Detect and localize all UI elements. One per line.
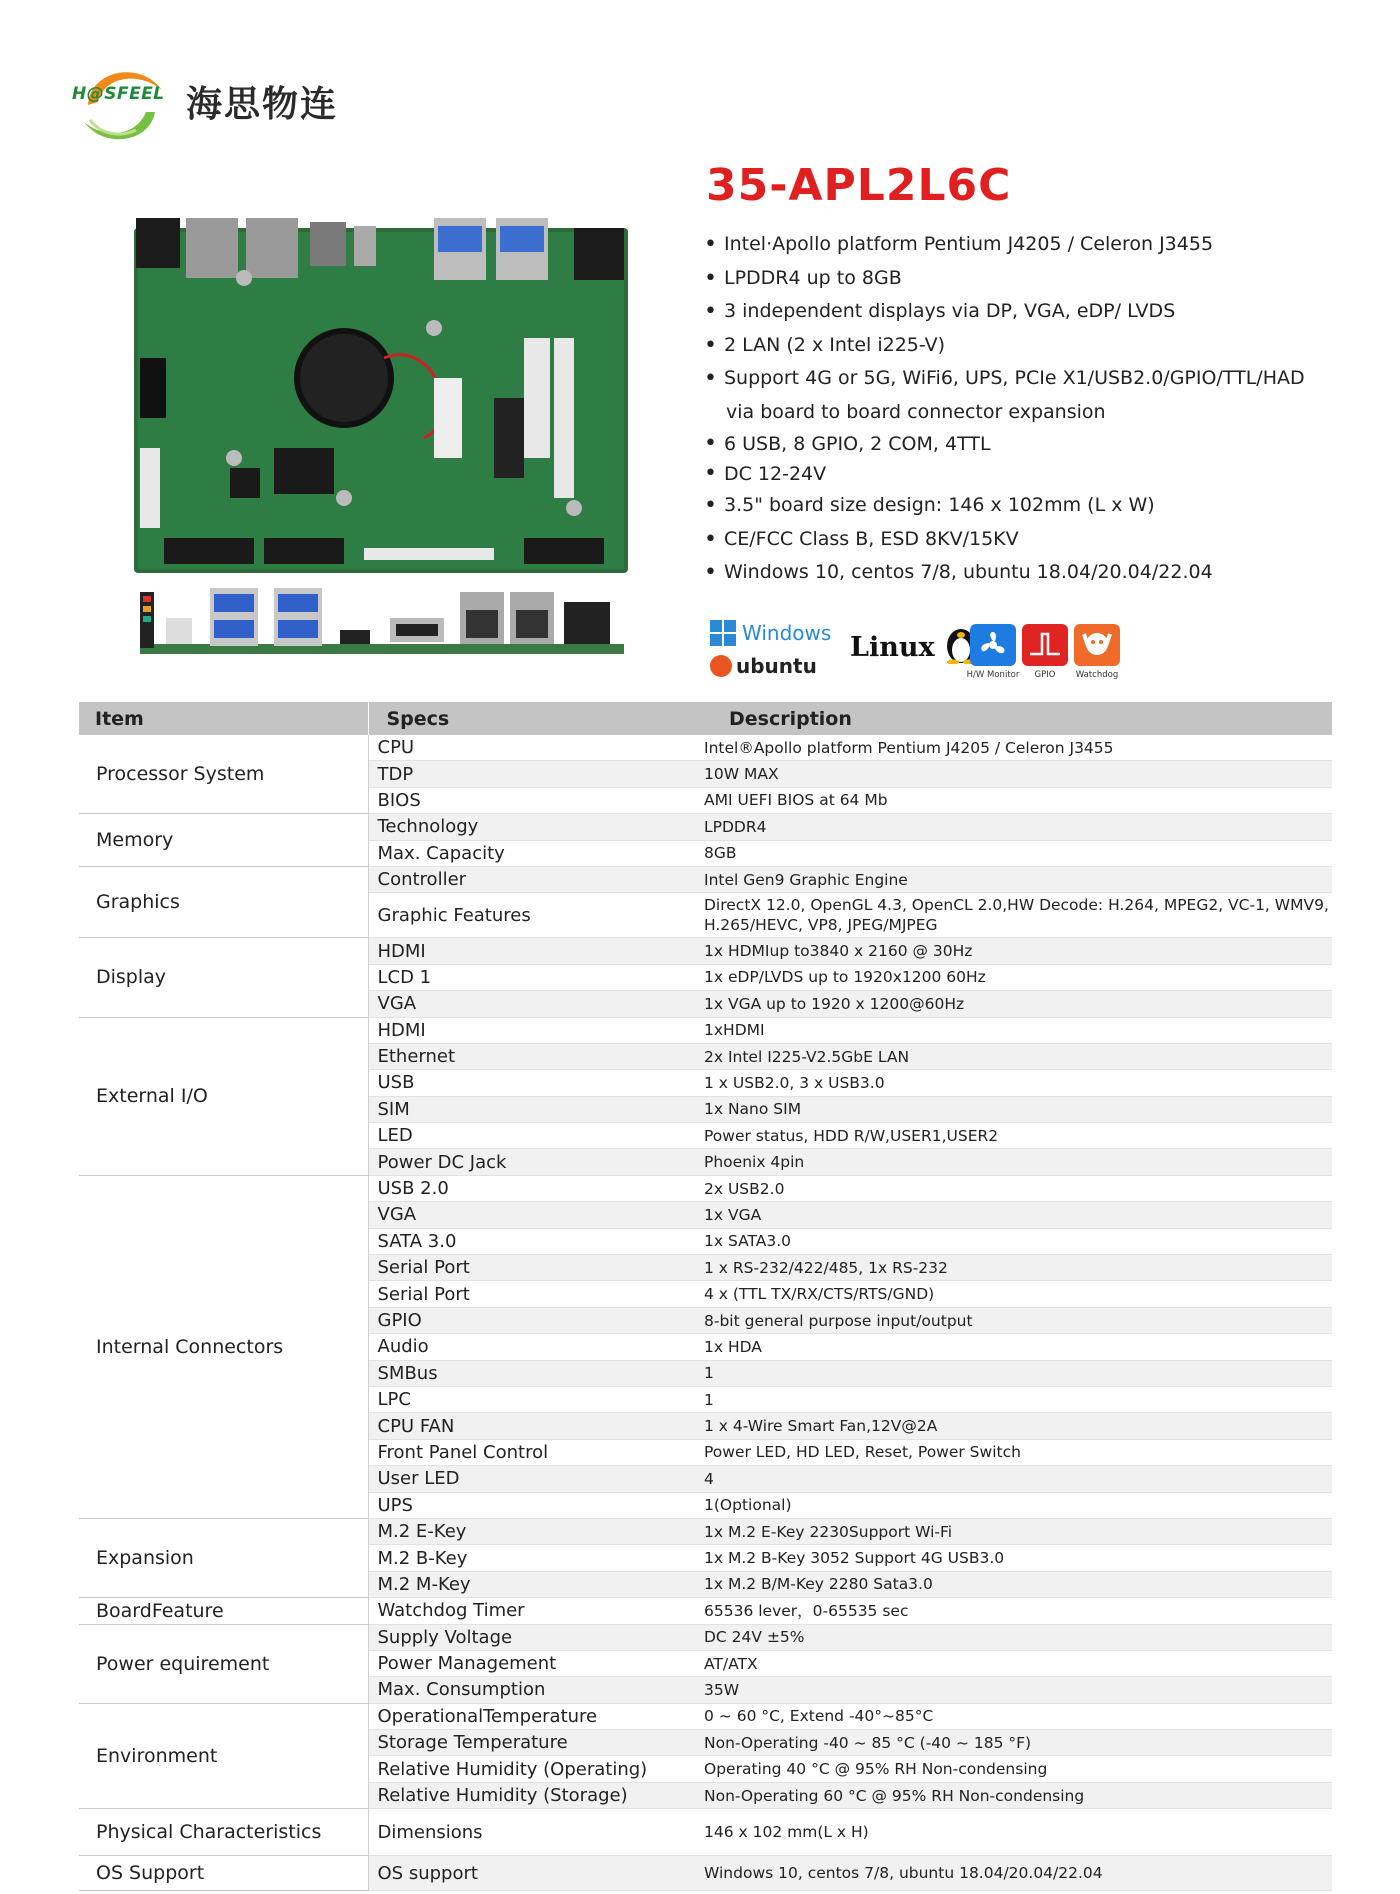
spec-description: Non-Operating -40 ~ 85 °C (-40 ~ 185 °F) xyxy=(704,1730,1332,1756)
spec-description: 2x Intel I225-V2.5GbE LAN xyxy=(704,1043,1332,1069)
gpio-icon xyxy=(1022,624,1068,666)
feature-list xyxy=(704,228,1344,590)
spec-name: VGA xyxy=(368,991,704,1017)
spec-description: Windows 10, centos 7/8, ubuntu 18.04/20.04/22.04 xyxy=(704,1856,1332,1891)
board-image xyxy=(134,218,628,573)
watchdog-icon xyxy=(1074,624,1120,666)
spec-description: 1xHDMI xyxy=(704,1017,1332,1043)
group-item-label: BoardFeature xyxy=(79,1598,368,1624)
icon-caption: Watchdog xyxy=(1075,670,1119,680)
spec-description: DC 24V ±5% xyxy=(704,1624,1332,1650)
spec-name: Technology xyxy=(368,814,704,840)
spec-table xyxy=(79,702,1332,1891)
table-row xyxy=(79,1624,1332,1650)
spec-description: 1 xyxy=(704,1386,1332,1412)
icon-caption: H/W Monitor xyxy=(966,670,1020,680)
spec-name: LED xyxy=(368,1123,704,1149)
spec-name: GPIO xyxy=(368,1307,704,1333)
spec-description: Power status, HDD R/W,USER1,USER2 xyxy=(704,1123,1332,1149)
feature-item: • 3 independent displays via DP, VGA, eDP/ LVDS xyxy=(704,295,1344,329)
ubuntu-logo: ubuntu xyxy=(710,654,817,678)
spec-description: 1x Nano SIM xyxy=(704,1096,1332,1122)
feature-item: • LPDDR4 up to 8GB xyxy=(704,262,1344,296)
spec-name: Dimensions xyxy=(368,1809,704,1856)
spec-description: 146 x 102 mm(L x H) xyxy=(704,1809,1332,1856)
spec-name: Relative Humidity (Storage) xyxy=(368,1782,704,1808)
group-item-label: Display xyxy=(79,938,368,1017)
spec-name: Max. Consumption xyxy=(368,1677,704,1703)
spec-name: Relative Humidity (Operating) xyxy=(368,1756,704,1782)
spec-name: LCD 1 xyxy=(368,964,704,990)
group-item-label: Internal Connectors xyxy=(79,1175,368,1518)
table-header-row xyxy=(79,702,1332,735)
table-row xyxy=(79,1598,1332,1624)
feature-item: • 2 LAN (2 x Intel i225-V) xyxy=(704,329,1344,363)
spec-name: CPU xyxy=(368,735,704,761)
spec-name: HDMI xyxy=(368,938,704,964)
spec-description: 2x USB2.0 xyxy=(704,1175,1332,1201)
feature-item: • 6 USB, 8 GPIO, 2 COM, 4TTL xyxy=(704,429,1344,459)
spec-name: M.2 E-Key xyxy=(368,1518,704,1544)
fan-monitor-icon xyxy=(970,624,1016,666)
feature-item: • Support 4G or 5G, WiFi6, UPS, PCIe X1/USB2.0/GPIO/TTL/HAD via board to board connector expansion xyxy=(704,362,1344,429)
spec-name: Max. Capacity xyxy=(368,840,704,866)
spec-description: 1 xyxy=(704,1360,1332,1386)
spec-description: 1x HDMIup to3840 x 2160 @ 30Hz xyxy=(704,938,1332,964)
table-row xyxy=(79,1856,1332,1891)
spec-name: Audio xyxy=(368,1334,704,1360)
spec-description: Intel Gen9 Graphic Engine xyxy=(704,866,1332,892)
table-row xyxy=(79,866,1332,892)
table-row xyxy=(79,735,1332,761)
spec-description: 8GB xyxy=(704,840,1332,866)
windows-logo: Windows xyxy=(710,620,831,646)
spec-name: Graphic Features xyxy=(368,893,704,938)
spec-description: 1x M.2 E-Key 2230Support Wi-Fi xyxy=(704,1518,1332,1544)
group-item-label: Power equirement xyxy=(79,1624,368,1703)
group-item-label: Physical Characteristics xyxy=(79,1809,368,1856)
header-description: Description xyxy=(704,702,1332,735)
spec-description: Power LED, HD LED, Reset, Power Switch xyxy=(704,1439,1332,1465)
group-item-label: Graphics xyxy=(79,866,368,937)
spec-name: TDP xyxy=(368,761,704,787)
spec-description: 4 x (TTL TX/RX/CTS/RTS/GND) xyxy=(704,1281,1332,1307)
group-item-label: Environment xyxy=(79,1703,368,1809)
spec-name: Watchdog Timer xyxy=(368,1598,704,1624)
spec-name: SIM xyxy=(368,1096,704,1122)
spec-name: USB xyxy=(368,1070,704,1096)
table-row xyxy=(79,814,1332,840)
feature-item: • CE/FCC Class B, ESD 8KV/15KV xyxy=(704,523,1344,557)
spec-description: 0 ~ 60 °C, Extend -40°~85°C xyxy=(704,1703,1332,1729)
table-row xyxy=(79,938,1332,964)
header-item: Item xyxy=(79,702,368,735)
feature-continuation: via board to board connector expansion xyxy=(726,400,1106,423)
group-item-label: Processor System xyxy=(79,735,368,814)
spec-name: M.2 M-Key xyxy=(368,1571,704,1597)
spec-description: Intel®Apollo platform Pentium J4205 / Celeron J3455 xyxy=(704,735,1332,761)
spec-description: 1 x 4-Wire Smart Fan,12V@2A xyxy=(704,1413,1332,1439)
spec-description: 35W xyxy=(704,1677,1332,1703)
spec-table-body xyxy=(79,735,1332,1891)
spec-description: 1(Optional) xyxy=(704,1492,1332,1518)
spec-name: SMBus xyxy=(368,1360,704,1386)
table-row xyxy=(79,1703,1332,1729)
spec-name: Front Panel Control xyxy=(368,1439,704,1465)
spec-description: 1x HDA xyxy=(704,1334,1332,1360)
group-item-label: Memory xyxy=(79,814,368,867)
spec-name: Power Management xyxy=(368,1650,704,1676)
spec-name: OS support xyxy=(368,1856,704,1891)
spec-description: 4 xyxy=(704,1466,1332,1492)
spec-name: BIOS xyxy=(368,787,704,813)
spec-name: Serial Port xyxy=(368,1281,704,1307)
windows-icon xyxy=(710,620,736,646)
spec-description: 1x SATA3.0 xyxy=(704,1228,1332,1254)
spec-name: USB 2.0 xyxy=(368,1175,704,1201)
spec-name: CPU FAN xyxy=(368,1413,704,1439)
linux-logo: Linux xyxy=(850,622,978,664)
spec-description: 1x VGA xyxy=(704,1202,1332,1228)
brand-name-cn: 海思物连 xyxy=(186,84,339,125)
spec-name: M.2 B-Key xyxy=(368,1545,704,1571)
spec-description: 1 x USB2.0, 3 x USB3.0 xyxy=(704,1070,1332,1096)
spec-name: SATA 3.0 xyxy=(368,1228,704,1254)
spec-description: Phoenix 4pin xyxy=(704,1149,1332,1175)
product-model-title: 35-APL2L6C xyxy=(706,160,1012,211)
spec-name: Controller xyxy=(368,866,704,892)
spec-description: 65536 lever，0-65535 sec xyxy=(704,1598,1332,1624)
table-row xyxy=(79,1518,1332,1544)
spec-name: LPC xyxy=(368,1386,704,1412)
feature-item: • Windows 10, centos 7/8, ubuntu 18.04/20.04/22.04 xyxy=(704,556,1344,590)
spec-name: UPS xyxy=(368,1492,704,1518)
table-row xyxy=(79,1175,1332,1201)
brand-name-en: H@SFEEL xyxy=(72,84,165,104)
ubuntu-icon xyxy=(710,655,732,677)
spec-description: 1x VGA up to 1920 x 1200@60Hz xyxy=(704,991,1332,1017)
header-specs: Specs xyxy=(368,702,704,735)
spec-description: 1x eDP/LVDS up to 1920x1200 60Hz xyxy=(704,964,1332,990)
table-row xyxy=(79,1017,1332,1043)
spec-name: Serial Port xyxy=(368,1255,704,1281)
feature-item: • DC 12-24V xyxy=(704,459,1344,489)
spec-description: Operating 40 °C @ 95% RH Non-condensing xyxy=(704,1756,1332,1782)
spec-name: HDMI xyxy=(368,1017,704,1043)
spec-description: 10W MAX xyxy=(704,761,1332,787)
feature-item: • 3.5" board size design: 146 x 102mm (L x W) xyxy=(704,489,1344,523)
spec-description: Non-Operating 60 °C @ 95% RH Non-condensing xyxy=(704,1782,1332,1808)
spec-name: Storage Temperature xyxy=(368,1730,704,1756)
group-item-label: OS Support xyxy=(79,1856,368,1891)
group-item-label: External I/O xyxy=(79,1017,368,1175)
spec-description: AT/ATX xyxy=(704,1650,1332,1676)
spec-name: OperationalTemperature xyxy=(368,1703,704,1729)
rear-io-image xyxy=(140,588,624,666)
spec-name: Power DC Jack xyxy=(368,1149,704,1175)
spec-name: Supply Voltage xyxy=(368,1624,704,1650)
brand-logo xyxy=(70,50,340,150)
icon-caption: GPIO xyxy=(1034,670,1056,680)
spec-description: LPDDR4 xyxy=(704,814,1332,840)
group-item-label: Expansion xyxy=(79,1518,368,1597)
spec-description: 1 x RS-232/422/485, 1x RS-232 xyxy=(704,1255,1332,1281)
spec-name: VGA xyxy=(368,1202,704,1228)
spec-name: Ethernet xyxy=(368,1043,704,1069)
spec-description: 8-bit general purpose input/output xyxy=(704,1307,1332,1333)
os-logo-strip xyxy=(710,618,1150,688)
spec-description: 1x M.2 B/M-Key 2280 Sata3.0 xyxy=(704,1571,1332,1597)
spec-description: AMI UEFI BIOS at 64 Mb xyxy=(704,787,1332,813)
spec-description: DirectX 12.0, OpenGL 4.3, OpenCL 2.0,HW Decode: H.264, MPEG2, VC-1, WMV9, H.265/HEVC, VP8, JPEG/MJPEG xyxy=(704,893,1332,938)
spec-name: User LED xyxy=(368,1466,704,1492)
spec-description: 1x M.2 B-Key 3052 Support 4G USB3.0 xyxy=(704,1545,1332,1571)
feature-item: • Intel·Apollo platform Pentium J4205 / Celeron J3455 xyxy=(704,228,1344,262)
table-row xyxy=(79,1809,1332,1856)
